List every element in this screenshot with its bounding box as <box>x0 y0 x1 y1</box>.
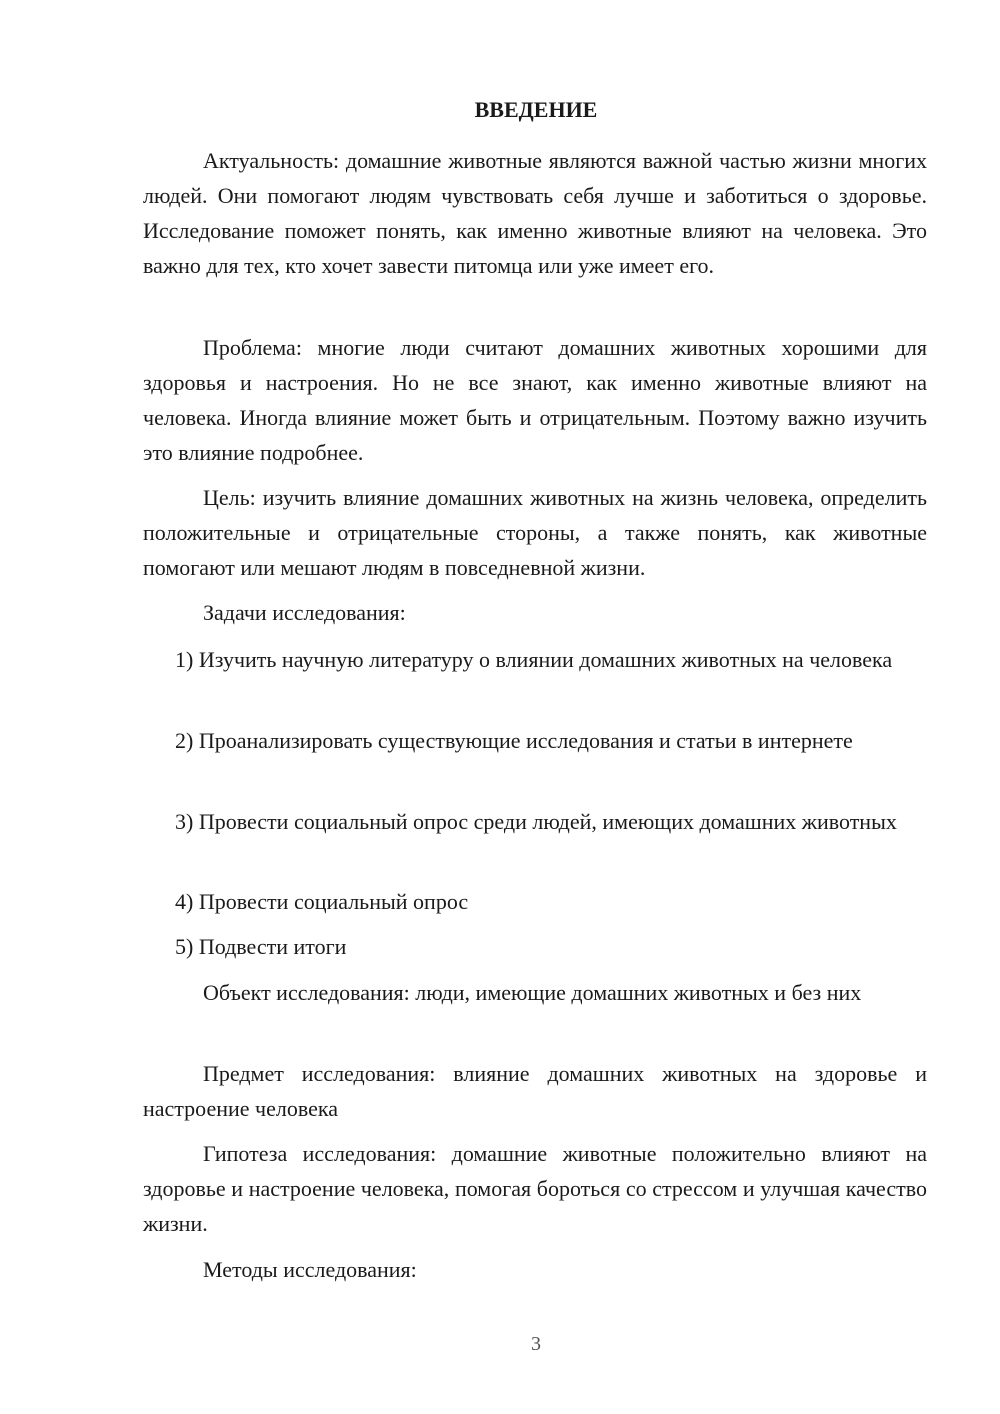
paragraph-problem: Проблема: многие люди считают домашних животных хорошими для здоровья и настроения. Но не все знают, как именно животные влияют на человека. Иногда влияние может быть и отрицательным. Поэтому важно изучить это влияние подробнее. <box>143 335 927 465</box>
page-heading: ВВЕДЕНИЕ <box>474 97 598 122</box>
paragraph-hypothesis: Гипотеза исследования: домашние животные положительно влияют на здоровье и настроение человека, помогая бороться со стрессом и улучшая качество жизни. <box>143 1141 927 1236</box>
task-item-5: 5) Подвести итоги <box>175 934 347 959</box>
paragraph-subject: Предмет исследования: влияние домашних животных на здоровье и настроение человека <box>143 1061 927 1121</box>
task-item-4: 4) Провести социальный опрос <box>175 889 469 914</box>
methods-heading: Методы исследования: <box>203 1257 417 1282</box>
paragraph-goal: Цель: изучить влияние домашних животных на жизнь человека, определить положительные и отрицательные стороны, а также понять, как животные помогают или мешают людям в повседневной жизни. <box>143 485 927 580</box>
task-item-3: 3) Провести социальный опрос среди людей, имеющих домашних животных <box>175 809 897 834</box>
task-item-1: 1) Изучить научную литературу о влиянии домашних животных на человека <box>175 647 893 672</box>
task-item-2: 2) Проанализировать существующие исследования и статьи в интернете <box>175 728 853 753</box>
tasks-heading: Задачи исследования: <box>203 600 406 625</box>
paragraph-object: Объект исследования: люди, имеющие домашних животных и без них <box>203 980 862 1005</box>
page-number: 3 <box>531 1333 541 1355</box>
paragraph-relevance: Актуальность: домашние животные являются важной частью жизни многих людей. Они помогают людям чувствовать себя лучше и заботиться о здоровье. Исследование поможет понять, как именно животные влияют на человека. Это важно для тех, кто хочет завести питомца или уже имеет его. <box>143 148 927 278</box>
